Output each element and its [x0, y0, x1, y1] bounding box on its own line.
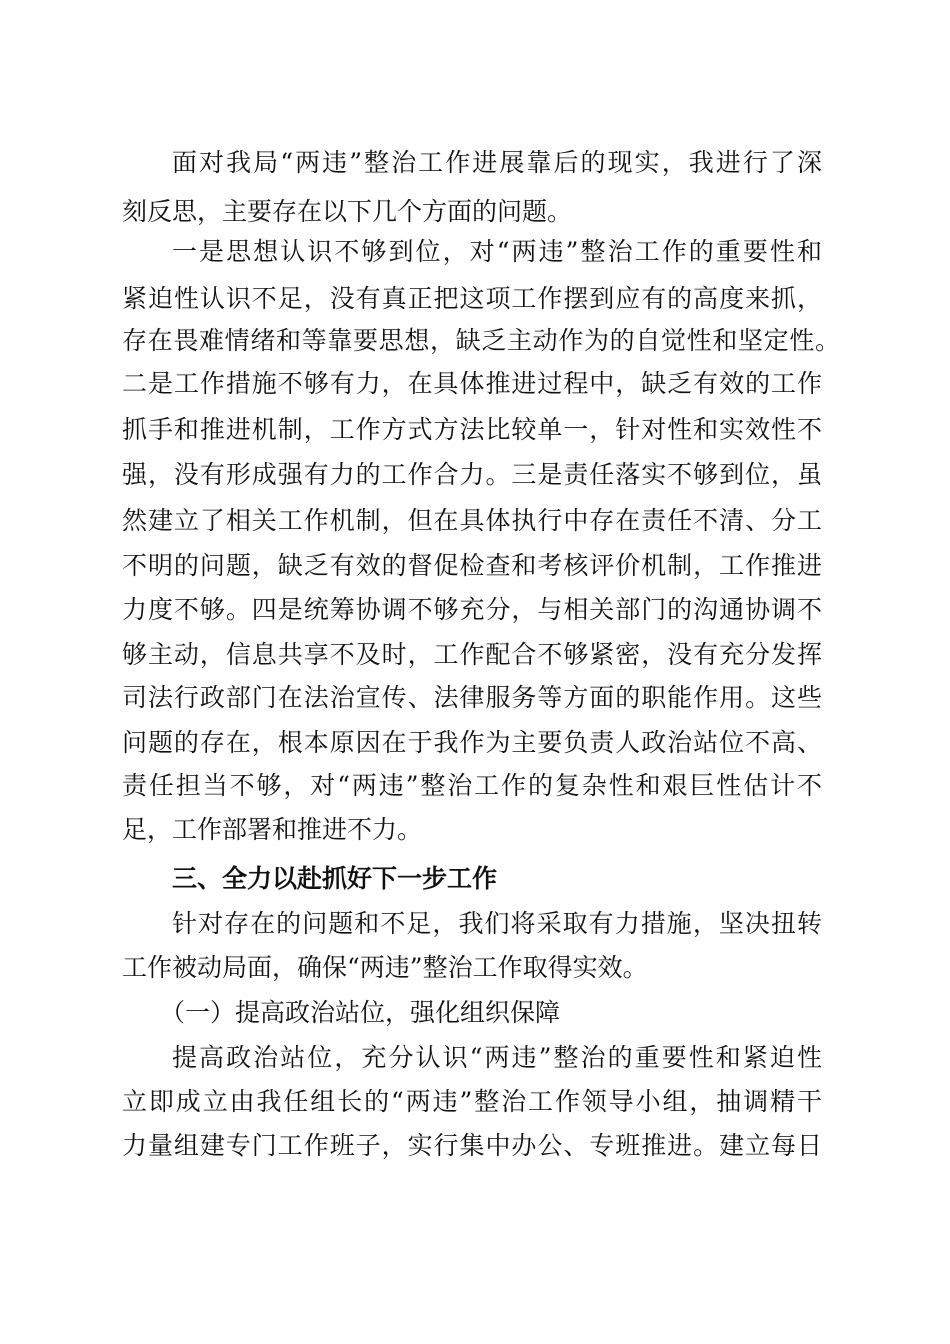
paragraph-line: 工作被动局面，确保“两违”整治工作取得实效。	[122, 953, 648, 982]
paragraph-line: 司法行政部门在法治宣传、法律服务等方面的职能作用。这些	[122, 683, 822, 712]
paragraph-line: 提高政治站位，充分认识“两违”整治的重要性和紧迫性	[172, 1043, 822, 1072]
paragraph-line: 不明的问题，缺乏有效的督促检查和考核评价机制，工作推进	[122, 551, 822, 580]
paragraph-line: 力量组建专门工作班子，实行集中办公、专班推进。建立每日	[122, 1131, 822, 1160]
paragraph-line: 立即成立由我任组长的“两违”整治工作领导小组，抽调精干	[122, 1087, 822, 1116]
paragraph-line: 足，工作部署和推进不力。	[122, 815, 423, 844]
subsection-heading: （一）提高政治站位，强化组织保障	[160, 998, 561, 1027]
paragraph-line: 面对我局“两违”整治工作进展靠后的现实，我进行了深	[172, 148, 822, 177]
paragraph-line: 一是思想认识不够到位，对“两违”整治工作的重要性和	[172, 237, 822, 266]
paragraph-line: 够主动，信息共享不及时，工作配合不够紧密，没有充分发挥	[122, 640, 822, 669]
paragraph-line: 针对存在的问题和不足，我们将采取有力措施，坚决扭转	[172, 909, 822, 938]
paragraph-line: 刻反思，主要存在以下几个方面的问题。	[122, 197, 573, 226]
paragraph-line: 紧迫性认识不足，没有真正把这项工作摆到应有的高度来抓，	[122, 284, 822, 313]
paragraph-line: 强，没有形成强有力的工作合力。三是责任落实不够到位，虽	[122, 460, 822, 489]
paragraph-line: 抓手和推进机制，工作方式方法比较单一，针对性和实效性不	[122, 415, 822, 444]
paragraph-line: 问题的存在，根本原因在于我作为主要负责人政治站位不高、	[122, 728, 822, 757]
section-heading: 三、全力以赴抓好下一步工作	[172, 864, 498, 893]
paragraph-line: 存在畏难情绪和等靠要思想，缺乏主动作为的自觉性和坚定性。	[122, 326, 840, 355]
paragraph-line: 二是工作措施不够有力，在具体推进过程中，缺乏有效的工作	[122, 369, 822, 398]
paragraph-line: 力度不够。四是统筹协调不够充分，与相关部门的沟通协调不	[122, 595, 822, 624]
paragraph-line: 然建立了相关工作机制，但在具体执行中存在责任不清、分工	[122, 506, 822, 535]
paragraph-line: 责任担当不够，对“两违”整治工作的复杂性和艰巨性估计不	[122, 771, 822, 800]
